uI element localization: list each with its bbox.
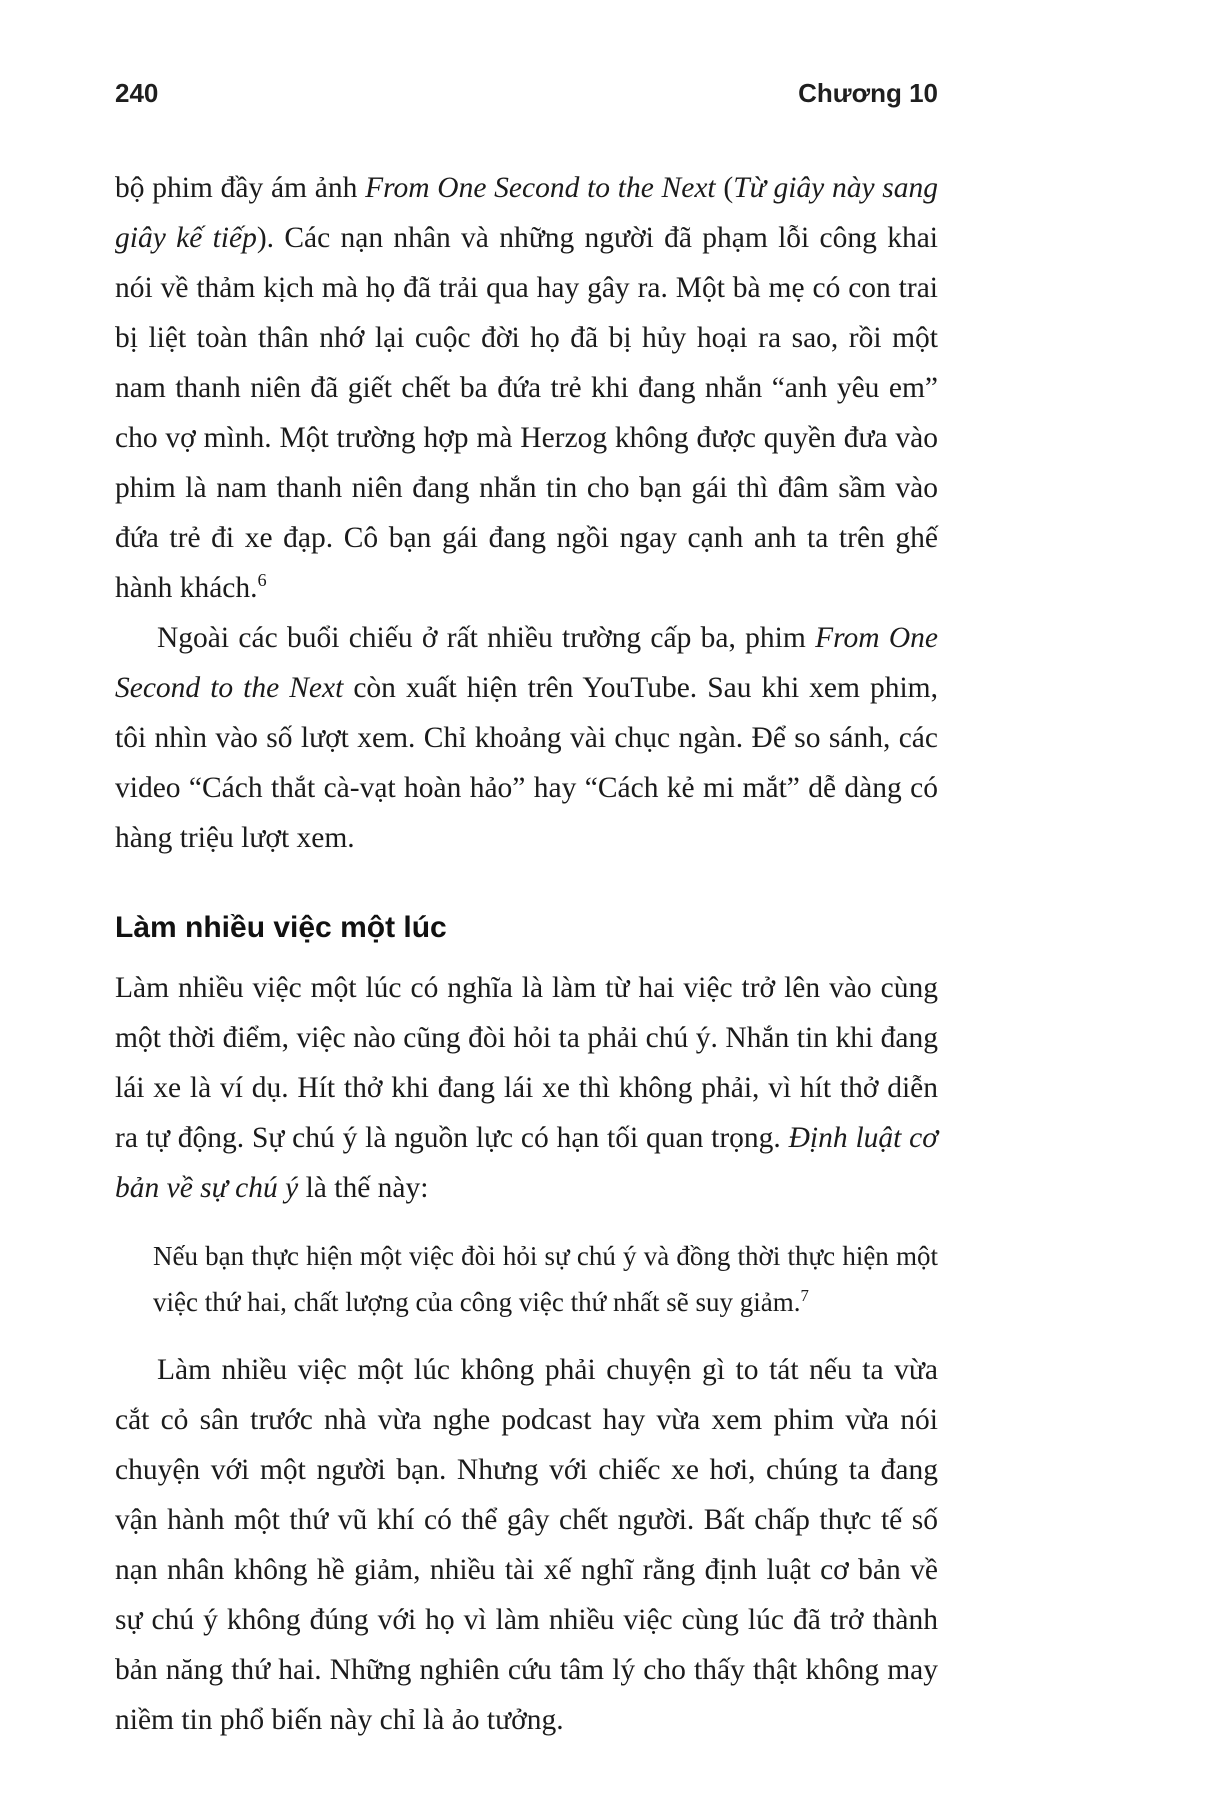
section-heading xyxy=(115,909,938,947)
chapter-title: Chương 10 xyxy=(798,78,938,108)
italic-text-run: Từ giây này sang giây kế tiếp xyxy=(115,172,939,254)
block-quote xyxy=(153,1233,938,1325)
text-run: Làm nhiều việc một lúc không phải chuyện gì to tát nếu ta vừa cắt cỏ sân trước nhà vừa nghe podcast hay vừa xem phim vừa nói chuyện với một người bạn. Nhưng với chiếc xe hơi, chúng ta đang vận hành một thứ vũ khí có thể gây chết người. Bất chấp thực tế số nạn nhân không hề giảm, nhiều tài xế nghĩ rằng định luật cơ bản về sự chú ý không đúng với họ vì làm nhiều việc cùng lúc đã trở thành bản năng thứ hai. Những nghiên cứu tâm lý cho thấy thật không may niềm tin phổ biến này chỉ là ảo tưởng. xyxy=(115,1354,938,1736)
italic-text-run: From One Second to the Next xyxy=(365,172,716,204)
text-run: Nếu bạn thực hiện một việc đòi hỏi sự chú ý và đồng thời thực hiện một việc thứ hai, chất lượng của công việc thứ nhất sẽ suy giảm. xyxy=(153,1241,938,1317)
page-body xyxy=(115,163,938,1745)
text-run: ( xyxy=(715,172,734,204)
footnote-marker: 6 xyxy=(257,570,267,591)
text-run: bộ phim đầy ám ảnh xyxy=(115,172,366,204)
paragraph xyxy=(115,963,938,1213)
text-run: Làm nhiều việc một lúc xyxy=(115,911,447,944)
paragraph xyxy=(115,613,938,863)
text-run: là thế này: xyxy=(298,1172,429,1204)
text-run: Làm nhiều việc một lúc có nghĩa là làm từ hai việc trở lên vào cùng một thời điểm, việc nào cũng đòi hỏi ta phải chú ý. Nhắn tin khi đang lái xe là ví dụ. Hít thở khi đang lái xe thì không phải, vì hít thở diễn ra tự động. Sự chú ý là nguồn lực có hạn tối quan trọng. xyxy=(115,972,938,1154)
page-number: 240 xyxy=(115,78,159,108)
text-run: ). Các nạn nhân và những người đã phạm lỗi công khai nói về thảm kịch mà họ đã trải qua hay gây ra. Một bà mẹ có con trai bị liệt toàn thân nhớ lại cuộc đời họ đã bị hủy hoại ra sao, rồi một nam thanh niên đã giết chết ba đứa trẻ khi đang nhắn “anh yêu em” cho vợ mình. Một trường hợp mà Herzog không được quyền đưa vào phim là nam thanh niên đang nhắn tin cho bạn gái thì đâm sầm vào đứa trẻ đi xe đạp. Cô bạn gái đang ngồi ngay cạnh anh ta trên ghế hành khách. xyxy=(115,222,938,604)
paragraph xyxy=(115,163,938,613)
italic-text-run: From One Second to the Next xyxy=(115,622,938,704)
text-run: còn xuất hiện trên YouTube. Sau khi xem phim, tôi nhìn vào số lượt xem. Chỉ khoảng vài chục ngàn. Để so sánh, các video “Cách thắt cà-vạt hoàn hảo” hay “Cách kẻ mi mắt” dễ dàng có hàng triệu lượt xem. xyxy=(115,672,939,854)
paragraph xyxy=(115,1345,938,1745)
footnote-marker: 7 xyxy=(800,1286,809,1305)
text-run: Ngoài các buổi chiếu ở rất nhiều trường cấp ba, phim xyxy=(157,622,816,654)
italic-text-run: Định luật cơ bản về sự chú ý xyxy=(115,1122,938,1204)
page-header xyxy=(115,78,938,109)
